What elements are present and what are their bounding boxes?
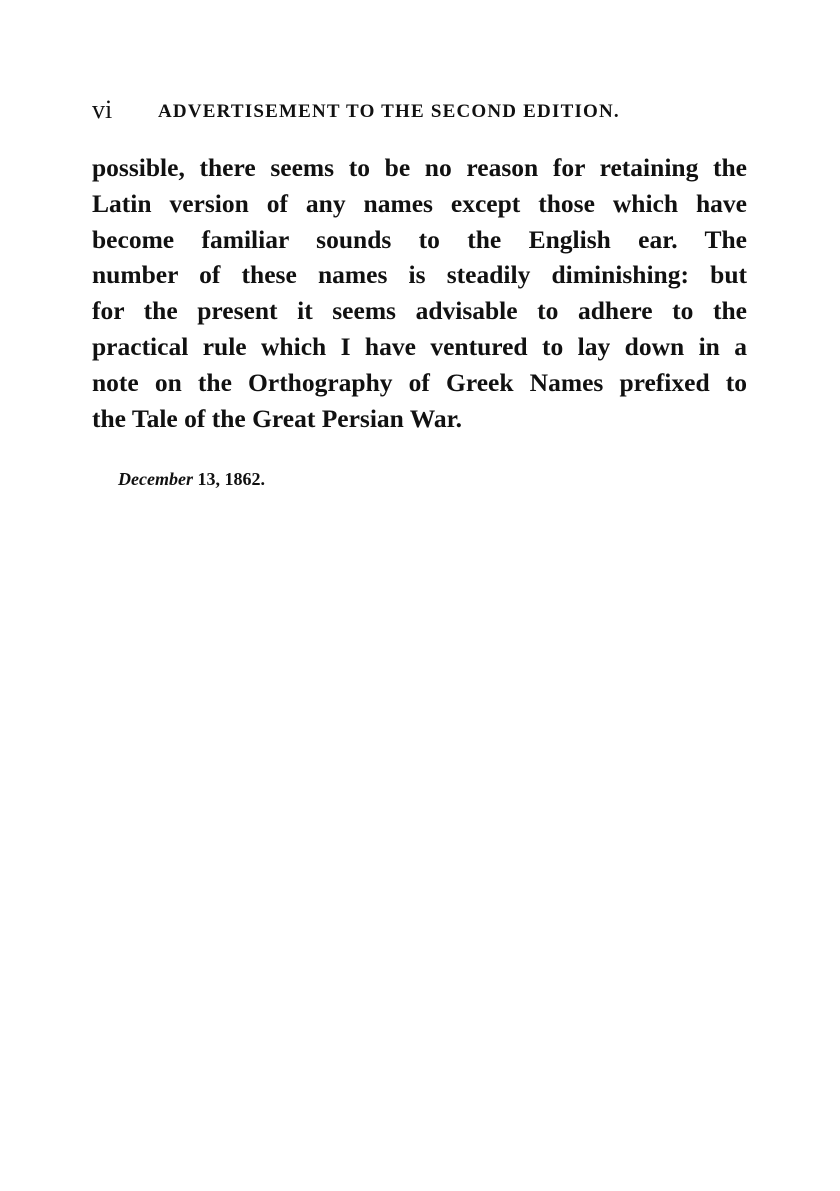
body-paragraph [92,150,747,436]
text-line: Latin version of any names except those which have [92,188,747,218]
text-line: number of these names is steadily diminishing: but [92,260,747,290]
text-line: possible, there seems to be no reason for retaining the [92,153,747,182]
text-line: for the present it seems advisable to adhere to the [92,296,747,326]
dateline [118,467,265,491]
page-number: vi [92,95,113,124]
dateline-day-year: 13, 1862. [197,469,265,489]
text-line: the Tale of the Great Persian War. [92,403,462,433]
running-head: ADVERTISEMENT TO THE SECOND EDITION. [158,101,620,122]
text-line: note on the Orthography of Greek Names prefixed to [92,367,747,397]
text-line: practical rule which I have ventured to lay down in a [92,331,747,361]
page-header [92,94,752,126]
text-line: become familiar sounds to the English ear. The [92,224,747,254]
dateline-month: December [118,469,193,489]
